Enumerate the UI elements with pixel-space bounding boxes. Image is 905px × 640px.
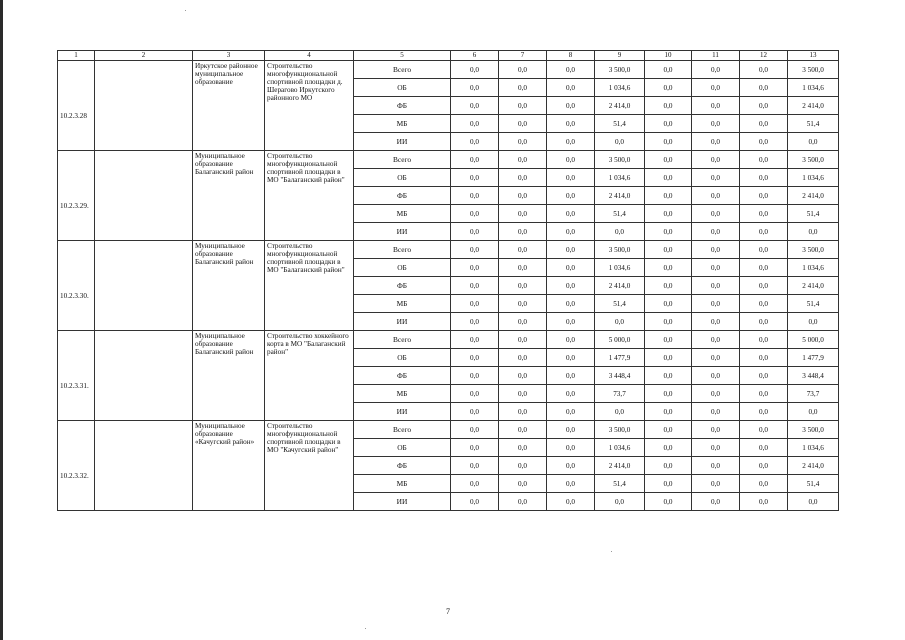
funding-source: ИИ xyxy=(354,223,451,241)
value-cell: 1 034,6 xyxy=(788,169,839,187)
column-number-5: 5 xyxy=(354,51,451,61)
funding-source: ИИ xyxy=(354,403,451,421)
table-row xyxy=(58,151,839,169)
value-cell: 0,0 xyxy=(692,151,740,169)
value-cell: 0,0 xyxy=(645,223,692,241)
value-cell: 3 500,0 xyxy=(595,61,645,79)
column-number-12: 12 xyxy=(740,51,788,61)
funding-source: МБ xyxy=(354,475,451,493)
value-cell: 0,0 xyxy=(451,367,499,385)
funding-source: ИИ xyxy=(354,313,451,331)
funding-source: ФБ xyxy=(354,97,451,115)
value-cell: 2 414,0 xyxy=(788,97,839,115)
value-cell: 0,0 xyxy=(645,97,692,115)
column-number-1: 1 xyxy=(58,51,95,61)
value-cell: 0,0 xyxy=(547,223,595,241)
recipient-cell: Иркутское районное муниципальное образование xyxy=(193,61,265,151)
value-cell: 0,0 xyxy=(547,205,595,223)
value-cell: 0,0 xyxy=(645,295,692,313)
value-cell: 0,0 xyxy=(451,61,499,79)
value-cell: 2 414,0 xyxy=(595,187,645,205)
value-cell: 0,0 xyxy=(499,151,547,169)
value-cell: 0,0 xyxy=(740,187,788,205)
budget-table xyxy=(57,50,839,511)
funding-source: Всего xyxy=(354,151,451,169)
value-cell: 0,0 xyxy=(740,169,788,187)
value-cell: 0,0 xyxy=(740,115,788,133)
funding-source: ИИ xyxy=(354,133,451,151)
value-cell: 0,0 xyxy=(451,187,499,205)
value-cell: 0,0 xyxy=(645,439,692,457)
value-cell: 0,0 xyxy=(499,331,547,349)
value-cell: 0,0 xyxy=(645,79,692,97)
value-cell: 0,0 xyxy=(547,79,595,97)
value-cell: 0,0 xyxy=(499,295,547,313)
value-cell: 3 500,0 xyxy=(595,151,645,169)
scan-speck xyxy=(365,628,366,629)
value-cell: 0,0 xyxy=(692,349,740,367)
funding-source: МБ xyxy=(354,205,451,223)
value-cell: 0,0 xyxy=(451,475,499,493)
value-cell: 0,0 xyxy=(499,169,547,187)
value-cell: 0,0 xyxy=(451,385,499,403)
scan-speck xyxy=(185,10,186,11)
value-cell: 0,0 xyxy=(692,115,740,133)
value-cell: 0,0 xyxy=(740,457,788,475)
value-cell: 0,0 xyxy=(547,295,595,313)
value-cell: 51,4 xyxy=(595,205,645,223)
item-code: 10.2.3.30. xyxy=(58,241,95,331)
value-cell: 0,0 xyxy=(740,349,788,367)
value-cell: 0,0 xyxy=(547,169,595,187)
empty-cell xyxy=(95,421,193,511)
value-cell: 0,0 xyxy=(547,367,595,385)
funding-source: МБ xyxy=(354,385,451,403)
funding-source: МБ xyxy=(354,295,451,313)
value-cell: 0,0 xyxy=(499,349,547,367)
value-cell: 0,0 xyxy=(645,475,692,493)
table-row xyxy=(58,331,839,349)
value-cell: 0,0 xyxy=(499,133,547,151)
value-cell: 0,0 xyxy=(740,133,788,151)
value-cell: 0,0 xyxy=(692,277,740,295)
value-cell: 0,0 xyxy=(692,439,740,457)
value-cell: 0,0 xyxy=(547,403,595,421)
value-cell: 0,0 xyxy=(547,133,595,151)
value-cell: 0,0 xyxy=(692,475,740,493)
value-cell: 51,4 xyxy=(788,475,839,493)
empty-cell xyxy=(95,151,193,241)
value-cell: 2 414,0 xyxy=(595,457,645,475)
funding-source: ОБ xyxy=(354,439,451,457)
recipient-cell: Муниципальное образование Балаганский район xyxy=(193,331,265,421)
description-cell: Строительство многофункциональной спортивной площадки в МО "Балаганский район" xyxy=(265,151,354,241)
value-cell: 0,0 xyxy=(788,493,839,511)
value-cell: 0,0 xyxy=(499,205,547,223)
value-cell: 2 414,0 xyxy=(595,97,645,115)
funding-source: МБ xyxy=(354,115,451,133)
value-cell: 0,0 xyxy=(499,259,547,277)
value-cell: 0,0 xyxy=(740,367,788,385)
description-cell: Строительство многофункциональной спортивной площадки д. Шерагово Иркутского районного МО xyxy=(265,61,354,151)
value-cell: 3 448,4 xyxy=(595,367,645,385)
value-cell: 0,0 xyxy=(547,331,595,349)
value-cell: 0,0 xyxy=(740,241,788,259)
value-cell: 0,0 xyxy=(788,133,839,151)
page-number: 7 xyxy=(446,607,450,616)
value-cell: 0,0 xyxy=(740,295,788,313)
value-cell: 0,0 xyxy=(692,313,740,331)
value-cell: 0,0 xyxy=(740,475,788,493)
value-cell: 0,0 xyxy=(547,493,595,511)
value-cell: 0,0 xyxy=(740,421,788,439)
value-cell: 0,0 xyxy=(547,385,595,403)
value-cell: 0,0 xyxy=(451,151,499,169)
value-cell: 0,0 xyxy=(595,223,645,241)
value-cell: 0,0 xyxy=(740,223,788,241)
funding-source: Всего xyxy=(354,331,451,349)
description-cell: Строительство многофункциональной спортивной площадки в МО "Балаганский район" xyxy=(265,241,354,331)
value-cell: 0,0 xyxy=(547,241,595,259)
value-cell: 0,0 xyxy=(692,421,740,439)
value-cell: 0,0 xyxy=(499,385,547,403)
item-code: 10.2.3.32. xyxy=(58,421,95,511)
value-cell: 0,0 xyxy=(788,223,839,241)
value-cell: 1 034,6 xyxy=(595,169,645,187)
value-cell: 0,0 xyxy=(692,241,740,259)
value-cell: 0,0 xyxy=(451,421,499,439)
table-row xyxy=(58,241,839,259)
recipient-cell: Муниципальное образование Балаганский район xyxy=(193,241,265,331)
value-cell: 0,0 xyxy=(499,313,547,331)
value-cell: 0,0 xyxy=(740,259,788,277)
value-cell: 0,0 xyxy=(451,115,499,133)
value-cell: 0,0 xyxy=(451,241,499,259)
value-cell: 0,0 xyxy=(740,385,788,403)
value-cell: 0,0 xyxy=(692,223,740,241)
value-cell: 0,0 xyxy=(499,475,547,493)
value-cell: 0,0 xyxy=(499,367,547,385)
value-cell: 0,0 xyxy=(451,259,499,277)
funding-source: Всего xyxy=(354,61,451,79)
scan-speck xyxy=(611,551,612,552)
value-cell: 0,0 xyxy=(499,187,547,205)
value-cell: 0,0 xyxy=(645,457,692,475)
value-cell: 0,0 xyxy=(645,187,692,205)
value-cell: 0,0 xyxy=(645,349,692,367)
value-cell: 0,0 xyxy=(645,241,692,259)
column-number-8: 8 xyxy=(547,51,595,61)
table-row xyxy=(58,421,839,439)
value-cell: 0,0 xyxy=(451,349,499,367)
funding-source: ИИ xyxy=(354,493,451,511)
value-cell: 51,4 xyxy=(788,205,839,223)
value-cell: 0,0 xyxy=(595,313,645,331)
value-cell: 0,0 xyxy=(547,61,595,79)
value-cell: 0,0 xyxy=(692,403,740,421)
value-cell: 3 500,0 xyxy=(788,241,839,259)
value-cell: 0,0 xyxy=(740,277,788,295)
funding-source: ФБ xyxy=(354,457,451,475)
value-cell: 0,0 xyxy=(692,259,740,277)
column-number-10: 10 xyxy=(645,51,692,61)
funding-source: ОБ xyxy=(354,349,451,367)
value-cell: 0,0 xyxy=(499,79,547,97)
value-cell: 2 414,0 xyxy=(788,187,839,205)
table-row xyxy=(58,61,839,79)
column-number-9: 9 xyxy=(595,51,645,61)
value-cell: 0,0 xyxy=(740,79,788,97)
funding-source: ОБ xyxy=(354,259,451,277)
value-cell: 0,0 xyxy=(788,313,839,331)
empty-cell xyxy=(95,241,193,331)
column-number-2: 2 xyxy=(95,51,193,61)
column-number-13: 13 xyxy=(788,51,839,61)
value-cell: 51,4 xyxy=(595,475,645,493)
value-cell: 5 000,0 xyxy=(595,331,645,349)
value-cell: 3 500,0 xyxy=(788,61,839,79)
recipient-cell: Муниципальное образование «Качугский район» xyxy=(193,421,265,511)
funding-source: ОБ xyxy=(354,79,451,97)
value-cell: 1 034,6 xyxy=(595,79,645,97)
value-cell: 0,0 xyxy=(692,187,740,205)
value-cell: 0,0 xyxy=(499,241,547,259)
value-cell: 51,4 xyxy=(788,115,839,133)
value-cell: 0,0 xyxy=(547,313,595,331)
value-cell: 0,0 xyxy=(547,475,595,493)
column-number-11: 11 xyxy=(692,51,740,61)
value-cell: 51,4 xyxy=(595,115,645,133)
value-cell: 0,0 xyxy=(499,61,547,79)
value-cell: 0,0 xyxy=(547,421,595,439)
value-cell: 2 414,0 xyxy=(788,457,839,475)
value-cell: 0,0 xyxy=(595,403,645,421)
value-cell: 0,0 xyxy=(740,97,788,115)
value-cell: 0,0 xyxy=(740,331,788,349)
value-cell: 0,0 xyxy=(740,151,788,169)
funding-source: ОБ xyxy=(354,169,451,187)
value-cell: 0,0 xyxy=(692,133,740,151)
empty-cell xyxy=(95,61,193,151)
description-cell: Строительство хоккейного корта в МО "Балаганский район" xyxy=(265,331,354,421)
value-cell: 0,0 xyxy=(692,205,740,223)
value-cell: 3 448,4 xyxy=(788,367,839,385)
value-cell: 0,0 xyxy=(547,97,595,115)
item-code: 10.2.3.28 xyxy=(58,61,95,151)
value-cell: 3 500,0 xyxy=(595,241,645,259)
value-cell: 2 414,0 xyxy=(595,277,645,295)
value-cell: 0,0 xyxy=(547,457,595,475)
value-cell: 0,0 xyxy=(547,187,595,205)
value-cell: 0,0 xyxy=(499,493,547,511)
value-cell: 0,0 xyxy=(692,457,740,475)
value-cell: 3 500,0 xyxy=(788,421,839,439)
value-cell: 1 034,6 xyxy=(595,439,645,457)
value-cell: 0,0 xyxy=(451,223,499,241)
value-cell: 0,0 xyxy=(595,493,645,511)
item-code: 10.2.3.31. xyxy=(58,331,95,421)
column-number-7: 7 xyxy=(499,51,547,61)
value-cell: 0,0 xyxy=(740,439,788,457)
value-cell: 0,0 xyxy=(451,457,499,475)
value-cell: 0,0 xyxy=(692,493,740,511)
value-cell: 0,0 xyxy=(740,205,788,223)
empty-cell xyxy=(95,331,193,421)
value-cell: 0,0 xyxy=(547,259,595,277)
value-cell: 0,0 xyxy=(692,169,740,187)
header-row xyxy=(58,51,839,61)
value-cell: 0,0 xyxy=(740,313,788,331)
value-cell: 0,0 xyxy=(451,493,499,511)
value-cell: 0,0 xyxy=(645,277,692,295)
value-cell: 5 000,0 xyxy=(788,331,839,349)
value-cell: 0,0 xyxy=(692,61,740,79)
value-cell: 0,0 xyxy=(645,403,692,421)
value-cell: 1 034,6 xyxy=(788,259,839,277)
value-cell: 0,0 xyxy=(451,331,499,349)
value-cell: 0,0 xyxy=(499,223,547,241)
value-cell: 0,0 xyxy=(499,115,547,133)
value-cell: 0,0 xyxy=(451,439,499,457)
value-cell: 0,0 xyxy=(692,79,740,97)
value-cell: 0,0 xyxy=(547,151,595,169)
value-cell: 73,7 xyxy=(595,385,645,403)
value-cell: 0,0 xyxy=(645,205,692,223)
value-cell: 0,0 xyxy=(451,313,499,331)
value-cell: 2 414,0 xyxy=(788,277,839,295)
value-cell: 3 500,0 xyxy=(595,421,645,439)
value-cell: 0,0 xyxy=(451,97,499,115)
funding-source: Всего xyxy=(354,421,451,439)
value-cell: 0,0 xyxy=(645,331,692,349)
description-cell: Строительство многофункциональной спортивной площадки в МО "Качугский район" xyxy=(265,421,354,511)
column-number-6: 6 xyxy=(451,51,499,61)
value-cell: 0,0 xyxy=(645,169,692,187)
value-cell: 0,0 xyxy=(451,277,499,295)
value-cell: 0,0 xyxy=(451,205,499,223)
value-cell: 0,0 xyxy=(692,367,740,385)
value-cell: 0,0 xyxy=(645,133,692,151)
value-cell: 51,4 xyxy=(788,295,839,313)
value-cell: 1 477,9 xyxy=(788,349,839,367)
value-cell: 0,0 xyxy=(645,313,692,331)
value-cell: 0,0 xyxy=(645,151,692,169)
value-cell: 0,0 xyxy=(740,403,788,421)
column-number-3: 3 xyxy=(193,51,265,61)
value-cell: 1 477,9 xyxy=(595,349,645,367)
funding-source: ФБ xyxy=(354,367,451,385)
value-cell: 51,4 xyxy=(595,295,645,313)
value-cell: 0,0 xyxy=(645,115,692,133)
funding-source: ФБ xyxy=(354,277,451,295)
value-cell: 0,0 xyxy=(547,439,595,457)
value-cell: 0,0 xyxy=(451,403,499,421)
value-cell: 0,0 xyxy=(645,61,692,79)
value-cell: 0,0 xyxy=(645,493,692,511)
item-code: 10.2.3.29. xyxy=(58,151,95,241)
column-number-4: 4 xyxy=(265,51,354,61)
value-cell: 0,0 xyxy=(499,457,547,475)
value-cell: 1 034,6 xyxy=(788,79,839,97)
value-cell: 0,0 xyxy=(788,403,839,421)
value-cell: 0,0 xyxy=(692,295,740,313)
value-cell: 0,0 xyxy=(547,115,595,133)
value-cell: 0,0 xyxy=(692,331,740,349)
value-cell: 0,0 xyxy=(692,97,740,115)
value-cell: 0,0 xyxy=(645,385,692,403)
value-cell: 0,0 xyxy=(451,133,499,151)
value-cell: 0,0 xyxy=(547,349,595,367)
scan-edge xyxy=(0,0,3,640)
value-cell: 0,0 xyxy=(451,169,499,187)
value-cell: 1 034,6 xyxy=(595,259,645,277)
value-cell: 0,0 xyxy=(499,403,547,421)
value-cell: 0,0 xyxy=(692,385,740,403)
value-cell: 0,0 xyxy=(645,367,692,385)
value-cell: 0,0 xyxy=(451,295,499,313)
value-cell: 0,0 xyxy=(451,79,499,97)
value-cell: 0,0 xyxy=(499,97,547,115)
value-cell: 0,0 xyxy=(499,421,547,439)
value-cell: 0,0 xyxy=(499,439,547,457)
value-cell: 3 500,0 xyxy=(788,151,839,169)
value-cell: 73,7 xyxy=(788,385,839,403)
recipient-cell: Муниципальное образование Балаганский район xyxy=(193,151,265,241)
value-cell: 1 034,6 xyxy=(788,439,839,457)
value-cell: 0,0 xyxy=(499,277,547,295)
funding-source: ФБ xyxy=(354,187,451,205)
value-cell: 0,0 xyxy=(740,493,788,511)
funding-source: Всего xyxy=(354,241,451,259)
value-cell: 0,0 xyxy=(740,61,788,79)
value-cell: 0,0 xyxy=(645,259,692,277)
value-cell: 0,0 xyxy=(595,133,645,151)
value-cell: 0,0 xyxy=(547,277,595,295)
value-cell: 0,0 xyxy=(645,421,692,439)
